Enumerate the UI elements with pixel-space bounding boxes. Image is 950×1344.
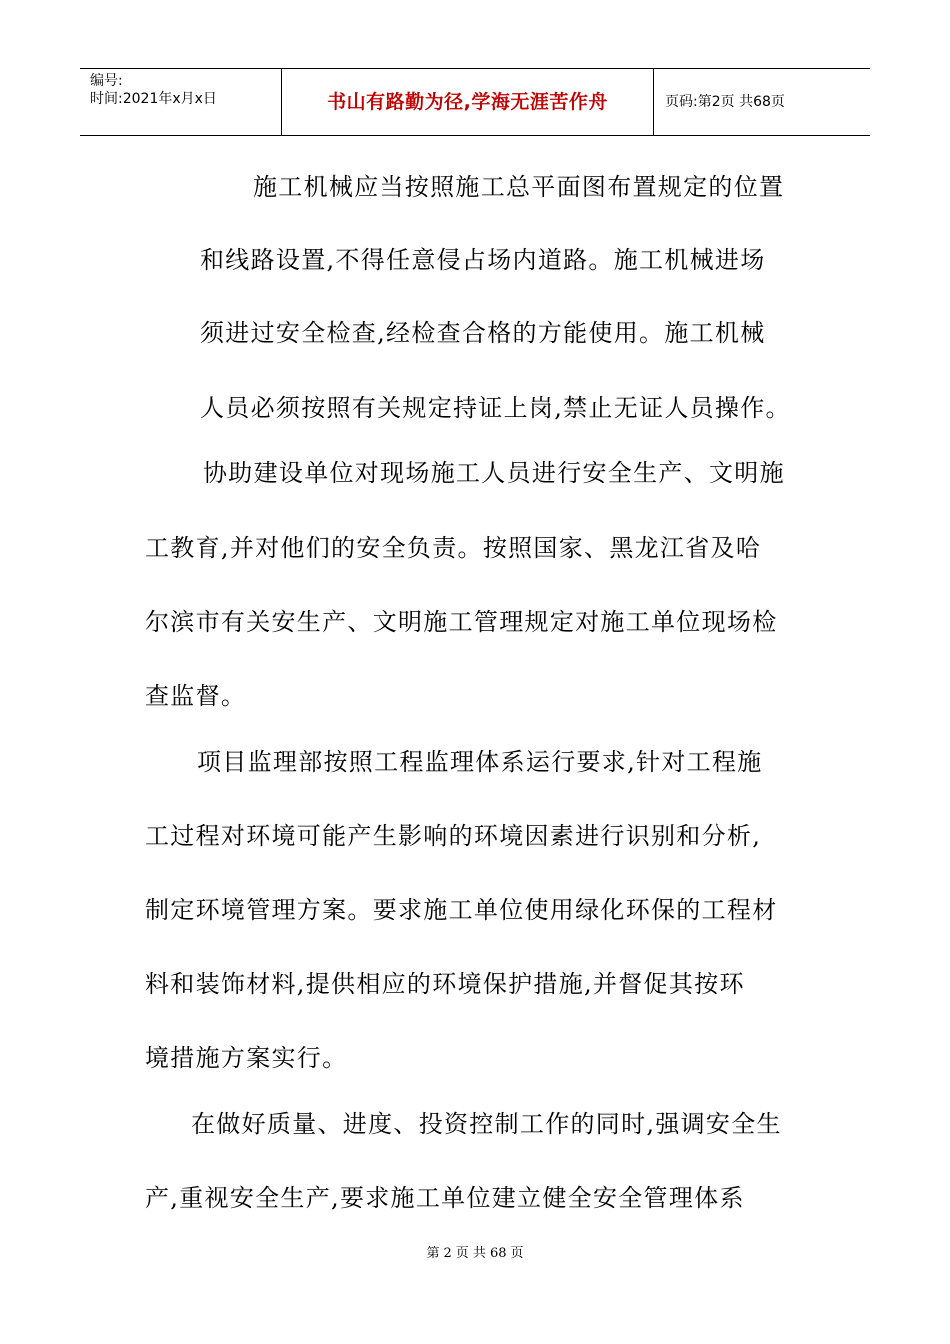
text-line: 人员必须按照有关规定持证上岗,禁止无证人员操作。 [200,394,791,422]
footer-page-prefix: 第 [426,1246,440,1261]
text-line: 查监督。 [145,682,247,710]
footer-page-total: 68 [489,1246,507,1261]
header-page-info [654,69,870,135]
footer-page-current: 2 [443,1246,452,1261]
footer-page-suffix: 页 [510,1246,524,1261]
header-page-prefix: 页码:第 [665,94,712,110]
text-line: 项目监理部按照工程监理体系运行要求,针对工程施 [197,748,763,776]
document-time-label: 时间:2021年x月x日 [90,91,217,107]
text-line: 尔滨市有关安生产、文明施工管理规定对施工单位现场检 [145,608,778,636]
page-header [80,68,870,136]
header-motto: 书山有路勤为径,学海无涯苦作舟 [282,69,654,135]
text-line: 工过程对环境可能产生影响的环境因素进行识别和分析, [145,822,762,850]
page-footer [0,1245,950,1263]
text-line: 料和装饰材料,提供相应的环境保护措施,并督促其按环 [145,970,745,998]
text-line: 工教育,并对他们的安全负责。按照国家、黑龙江省及哈 [145,534,762,562]
text-line: 协助建设单位对现场施工人员进行安全生产、文明施 [203,459,785,487]
header-page-suffix: 页 [770,94,785,110]
text-line: 境措施方案实行。 [145,1044,348,1072]
footer-page-mid: 页 共 [455,1246,486,1261]
text-line: 须进过安全检查,经检查合格的方能使用。施工机械 [200,319,766,347]
text-line: 和线路设置,不得任意侵占场内道路。施工机械进场 [200,246,766,274]
text-line: 制定环境管理方案。要求施工单位使用绿化环保的工程材 [145,896,778,924]
text-line: 施工机械应当按照施工总平面图布置规定的位置 [253,173,785,201]
header-page-current: 2 [711,94,721,110]
header-page-mid: 页 共 [720,94,754,110]
text-line: 产,重视安全生产,要求施工单位建立健全安全管理体系 [145,1184,745,1212]
header-page-total: 68 [753,94,771,110]
header-meta-cell [80,69,282,135]
document-number-label: 编号: [90,73,123,89]
text-line: 在做好质量、进度、投资控制工作的同时,强调安全生 [191,1110,782,1138]
